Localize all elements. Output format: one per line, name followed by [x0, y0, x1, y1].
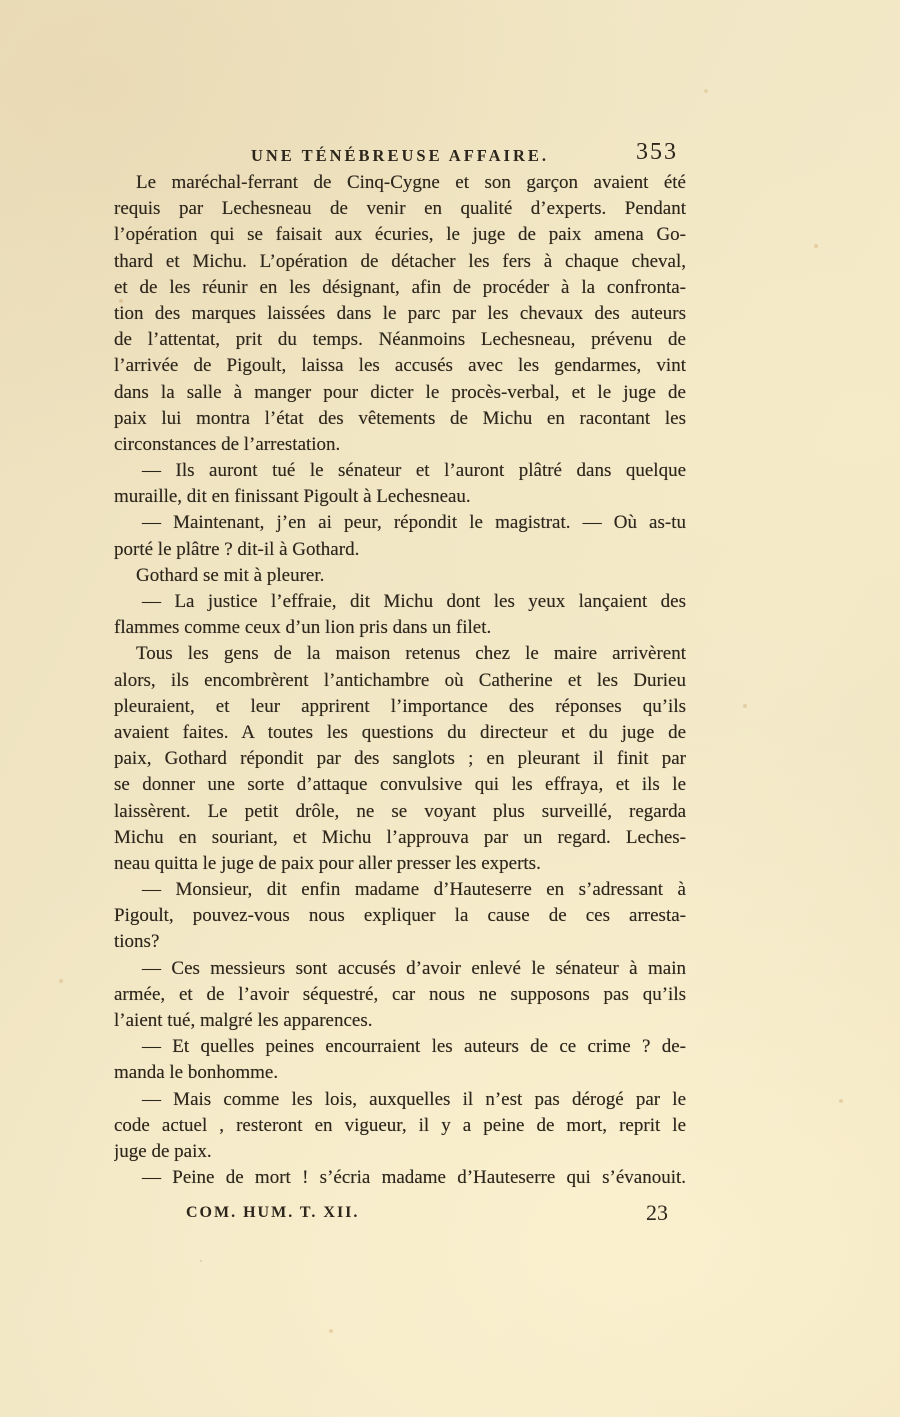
footer-edition-mark: COM. HUM. T. XII.: [186, 1204, 360, 1221]
text-line: se donner une sorte d’attaque convulsive qui les effraya, et ils le: [114, 774, 686, 796]
text-line: l’opération qui se faisait aux écuries, le juge de paix amena Go-: [114, 224, 686, 246]
text-line: paix, Gothard répondit par des sanglots ; en pleurant il finit par: [114, 748, 686, 770]
running-footer: [114, 1200, 686, 1228]
body-paragraph: [114, 641, 686, 877]
text-line: l’arrivée de Pigoult, laissa les accusés avec les gendarmes, vint: [114, 355, 686, 377]
body-paragraph: [114, 589, 686, 641]
text-line: Tous les gens de la maison retenus chez le maire arrivèrent: [136, 643, 686, 665]
text-line: avaient faites. A toutes les questions du directeur et du juge de: [114, 721, 686, 743]
page-body: [114, 170, 686, 1191]
body-paragraph: [114, 877, 686, 956]
text-line: tions?: [114, 931, 160, 953]
text-line: muraille, dit en finissant Pigoult à Lechesneau.: [114, 486, 471, 508]
text-line: neau quitta le juge de paix pour aller presser les experts.: [114, 852, 541, 874]
text-line: de l’attentat, prit du temps. Néanmoins Lechesneau, prévenu de: [114, 329, 686, 351]
running-header-title: UNE TÉNÉBREUSE AFFAIRE.: [250, 146, 550, 165]
text-line: dans la salle à manger pour dicter le procès-verbal, et le juge de: [114, 381, 686, 403]
text-line: Gothard se mit à pleurer.: [136, 564, 325, 586]
text-line: code actuel , resteront en vigueur, il y a peine de mort, reprit le: [114, 1114, 686, 1136]
body-paragraph: [114, 510, 686, 562]
text-line: l’aient tué, malgré les apparences.: [114, 1010, 373, 1031]
text-line: porté le plâtre ? dit-il à Gothard.: [114, 538, 360, 560]
text-line: alors, ils encombrèrent l’antichambre où Catherine et les Durieu: [114, 669, 686, 691]
text-line: — Ils auront tué le sénateur et l’auront plâtré dans quelque: [142, 460, 686, 482]
text-line: juge de paix.: [114, 1140, 212, 1162]
text-line: armée, et de l’avoir séquestré, car nous ne supposons pas qu’ils: [114, 983, 686, 1005]
body-paragraph: [114, 1165, 686, 1191]
text-line: thard et Michu. L’opération de détacher les fers à chaque cheval,: [114, 250, 686, 272]
text-line: — Peine de mort ! s’écria madame d’Hauteserre qui s’évanouit.: [142, 1167, 686, 1189]
body-paragraph: [114, 1087, 686, 1166]
text-line: — Et quelles peines encourraient les auteurs de ce crime ? de-: [142, 1036, 686, 1058]
body-paragraph: [114, 170, 686, 458]
body-paragraph: [114, 956, 686, 1035]
text-line: requis par Lechesneau de venir en qualité d’experts. Pendant: [114, 198, 686, 220]
text-line: manda le bonhomme.: [114, 1062, 279, 1084]
running-header: [114, 139, 686, 169]
text-line: — Maintenant, j’en ai peur, répondit le magistrat. — Où as-tu: [142, 512, 686, 534]
text-line: Pigoult, pouvez-vous nous expliquer la cause de ces arresta-: [114, 905, 686, 927]
text-line: — Ces messieurs sont accusés d’avoir enlevé le sénateur à main: [142, 957, 686, 979]
text-line: pleuraient, et leur apprirent l’importance des réponses qu’ils: [114, 695, 686, 717]
page-number: 353: [636, 139, 678, 165]
text-line: tion des marques laissées dans le parc par les chevaux des auteurs: [114, 302, 686, 324]
text-line: — Mais comme les lois, auxquelles il n’est pas dérogé par le: [142, 1088, 686, 1110]
text-line: Michu en souriant, et Michu l’approuva par un regard. Leches-: [114, 826, 686, 848]
footer-signature-number: 23: [646, 1200, 668, 1225]
text-line: paix lui montra l’état des vêtements de Michu en racontant les: [114, 407, 686, 429]
text-line: et de les réunir en les désignant, afin de procéder à la confronta-: [114, 276, 686, 298]
body-paragraph: [114, 458, 686, 510]
text-line: flammes comme ceux d’un lion pris dans un filet.: [114, 617, 492, 639]
paper-specks: [0, 0, 2, 2]
body-paragraph: [114, 1034, 686, 1086]
text-line: — La justice l’effraie, dit Michu dont les yeux lançaient des: [142, 591, 686, 612]
text-line: — Monsieur, dit enfin madame d’Hauteserre en s’adressant à: [142, 879, 686, 901]
text-line: circonstances de l’arrestation.: [114, 433, 341, 455]
text-line: laissèrent. Le petit drôle, ne se voyant plus surveillé, regarda: [114, 800, 686, 822]
body-paragraph: [114, 563, 686, 589]
text-line: Le maréchal-ferrant de Cinq-Cygne et son garçon avaient été: [136, 172, 686, 193]
